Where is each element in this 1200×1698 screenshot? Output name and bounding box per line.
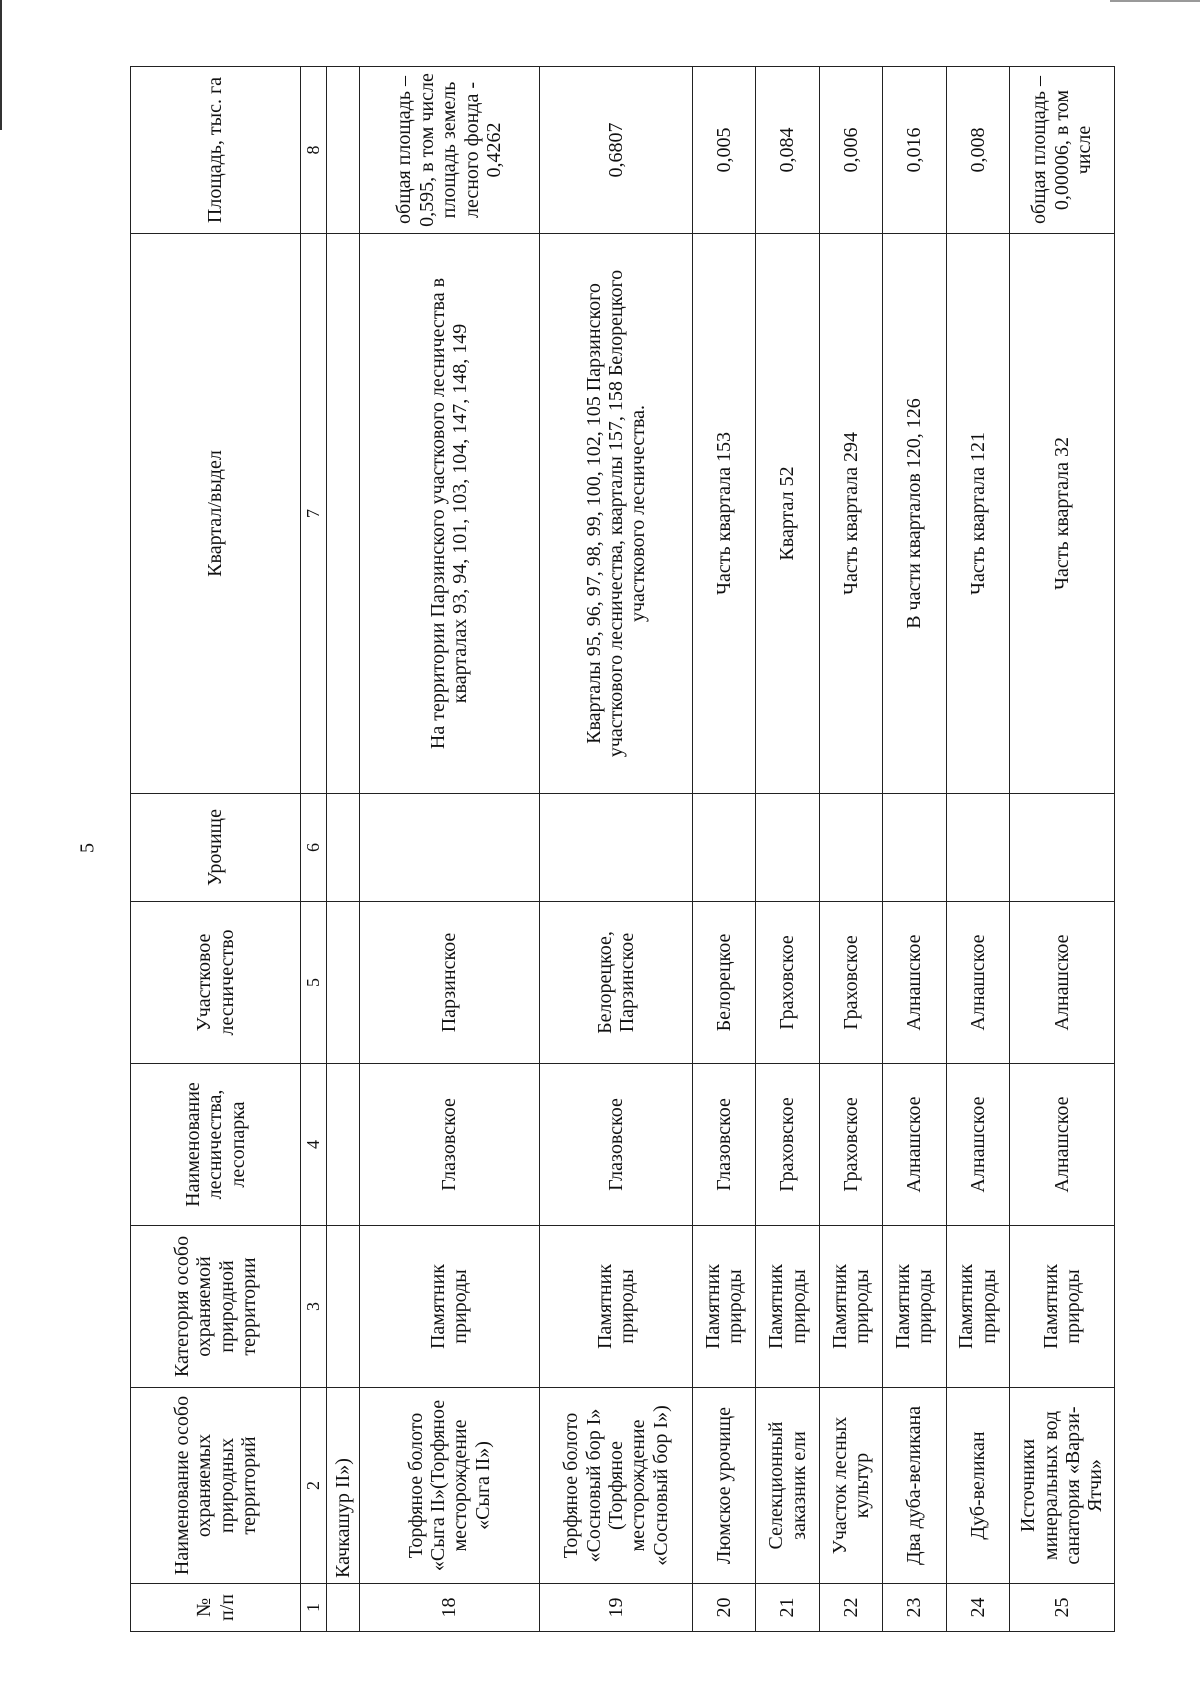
scan-edge-line [0,0,2,130]
continuation-row [327,67,360,1632]
row-forestry: Граховское [819,1064,882,1226]
row-category: Памятник природы [756,1226,819,1388]
column-index: 3 [301,1226,327,1388]
row-quarter: В части кварталов 120, 126 [883,234,946,794]
row-num: 23 [883,1584,946,1632]
row-tract [359,794,539,902]
row-category: Памятник природы [819,1226,882,1388]
row-name: Два дуба-великана [883,1388,946,1584]
row-district: Граховское [756,902,819,1064]
table-row [540,67,693,1632]
row-tract [819,794,882,902]
row-name: Источники минеральных вод санатория «Варзи-Ятчи» [1009,1388,1114,1584]
column-index: 5 [301,902,327,1064]
row-quarter: Квартал 52 [756,234,819,794]
row-tract [693,794,756,902]
row-forestry: Глазовское [693,1064,756,1226]
table-cell [327,902,360,1064]
header-area: Площадь, тыс. га [131,67,301,234]
row-num: 21 [756,1584,819,1632]
table-row [883,67,946,1632]
row-area: 0,084 [756,67,819,234]
row-district: Граховское [819,902,882,1064]
row-quarter: Часть квартала 153 [693,234,756,794]
row-quarter: Часть квартала 294 [819,234,882,794]
column-index: 6 [301,794,327,902]
row-tract [1009,794,1114,902]
row-tract [946,794,1009,902]
row-forestry: Глазовское [540,1064,693,1226]
row-area: общая площадь – 0,00006, в том числе [1009,67,1114,234]
scan-corner-line [1110,0,1200,2]
column-index: 1 [301,1584,327,1632]
row-district: Алнашское [1009,902,1114,1064]
row-category: Памятник природы [693,1226,756,1388]
header-num: № п/п [131,1584,301,1632]
rotated-table-container [130,67,1115,1632]
continuation-text: Качкашур II») [327,1388,360,1584]
table-row [359,67,539,1632]
row-num: 22 [819,1584,882,1632]
header-quarter: Квартал/выдел [131,234,301,794]
row-name: Участок лесных культур [819,1388,882,1584]
row-district: Парзинское [359,902,539,1064]
row-district: Алнашское [946,902,1009,1064]
row-area: 0,6807 [540,67,693,234]
row-num: 25 [1009,1584,1114,1632]
column-index-row [301,67,327,1632]
row-name: Торфяное болото «Сосновый бор I» (Торфяное месторождение «Сосновый бор I») [540,1388,693,1584]
row-category: Памятник природы [540,1226,693,1388]
row-name: Торфяное болото «Сыга II»(Торфяное месторождение «Сыга II») [359,1388,539,1584]
row-tract [756,794,819,902]
row-area: 0,016 [883,67,946,234]
row-tract [540,794,693,902]
row-name: Люмское урочище [693,1388,756,1584]
header-category: Категория особо охраняемой природной территории [131,1226,301,1388]
row-name: Дуб-великан [946,1388,1009,1584]
row-quarter: Кварталы 95, 96, 97, 98, 99, 100, 102, 105 Парзинского участкового лесничества, кварталы 157, 158 Белорецкого участкового лесничества. [540,234,693,794]
row-district: Белорецкое [693,902,756,1064]
row-district: Алнашское [883,902,946,1064]
row-num: 18 [359,1584,539,1632]
row-num: 19 [540,1584,693,1632]
header-tract: Урочище [131,794,301,902]
row-forestry: Алнашское [1009,1064,1114,1226]
table-cell [327,794,360,902]
table-cell [327,1064,360,1226]
table-row [946,67,1009,1632]
row-category: Памятник природы [359,1226,539,1388]
table-cell [327,1226,360,1388]
header-district: Участковое лесничество [131,902,301,1064]
header-row [131,67,301,1632]
table-row [819,67,882,1632]
row-quarter: Часть квартала 121 [946,234,1009,794]
row-quarter: На территории Парзинского участкового лесничества в кварталах 93, 94, 101, 103, 104, 147, 148, 149 [359,234,539,794]
table-cell [327,1584,360,1632]
row-quarter: Часть квартала 32 [1009,234,1114,794]
column-index: 7 [301,234,327,794]
row-forestry: Граховское [756,1064,819,1226]
header-forestry: Наименование лесничества, лесопарка [131,1064,301,1226]
row-forestry: Глазовское [359,1064,539,1226]
row-num: 24 [946,1584,1009,1632]
table-cell [327,67,360,234]
row-forestry: Алнашское [946,1064,1009,1226]
header-name: Наименование особо охраняемых природных территорий [131,1388,301,1584]
column-index: 8 [301,67,327,234]
row-forestry: Алнашское [883,1064,946,1226]
protected-areas-table [130,66,1115,1632]
table-cell [327,234,360,794]
row-category: Памятник природы [883,1226,946,1388]
table-row [1009,67,1114,1632]
row-name: Селекционный заказник ели [756,1388,819,1584]
row-category: Памятник природы [946,1226,1009,1388]
row-num: 20 [693,1584,756,1632]
row-area: 0,005 [693,67,756,234]
row-category: Памятник природы [1009,1226,1114,1388]
row-area: 0,006 [819,67,882,234]
table-row [756,67,819,1632]
table-row [693,67,756,1632]
row-district: Белорецкое, Парзинское [540,902,693,1064]
row-tract [883,794,946,902]
row-area: общая площадь – 0,595, в том числе площадь земель лесного фонда - 0,4262 [359,67,539,234]
page-number: 5 [76,843,99,853]
column-index: 2 [301,1388,327,1584]
column-index: 4 [301,1064,327,1226]
row-area: 0,008 [946,67,1009,234]
